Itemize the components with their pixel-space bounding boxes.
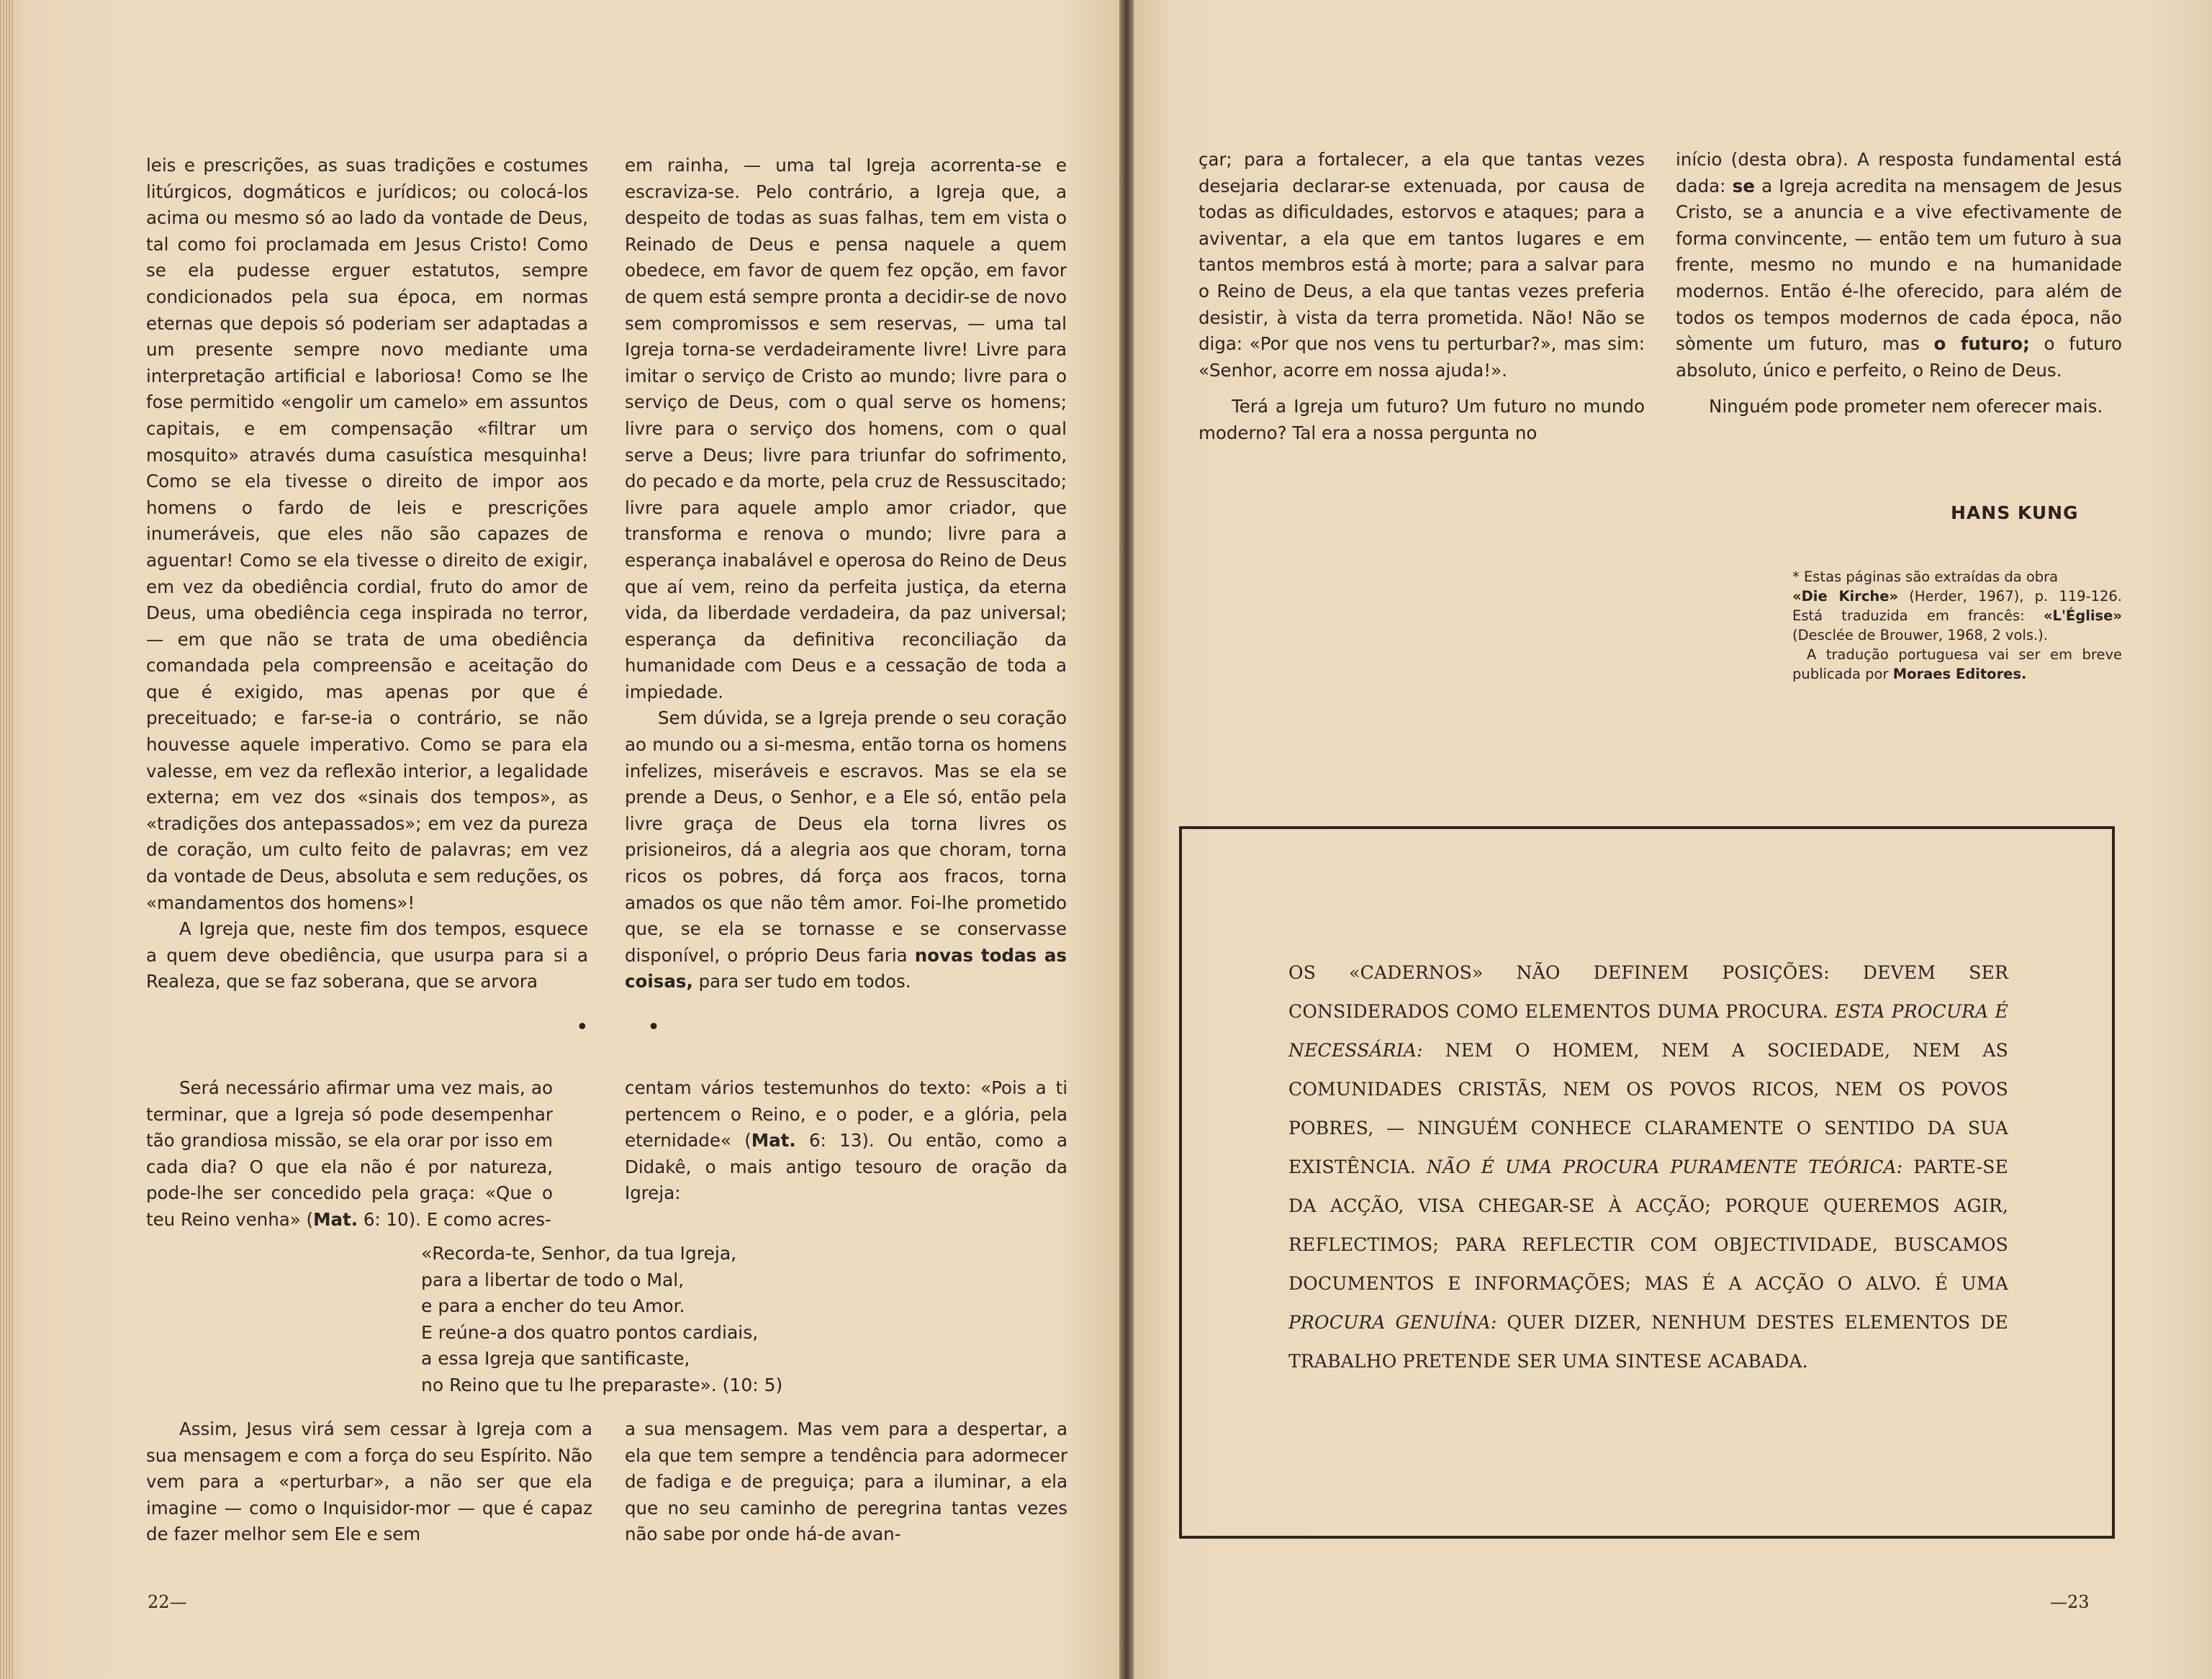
paragraph	[1676, 147, 2122, 384]
text-span: A tradução portuguesa vai ser em breve publicada por	[1792, 646, 2122, 682]
paragraph: leis e prescrições, as suas tradições e costumes litúrgicos, dogmáticos e jurídicos; ou colocá-los acima ou mesmo só ao lado da vontade de Deus, tal como foi proclamada em Jesus Cristo! Como se ela pudesse erguer estatutos, sempre condicionados pela sua época, em normas eternas que depois só poderiam ser adaptadas a um presente sempre novo mediante uma interpretação artificial e laboriosa! Como se lhe fose permitido «engolir um camelo» em assuntos capitais, e em compensação «filtrar um mosquito» através duma casuística mesquinha! Como se ela tivesse o direito de impor aos homens o fardo de leis e prescrições inumeráveis, que eles não são capazes de aguentar! Como se ela tivesse o direito de exigir, em vez da obediência cordial, fruto do amor de Deus, uma obediência cega inspirada no terror, — em que não se trata de uma obediência comandada pela compreensão e aceitação do que é exigido, mas apenas por que é preceituado; e far-se-ia o contrário, se não houvesse aquele imperativo. Como se para ela valesse, em vez da reflexão interior, a legalidade externa; em vez dos «sinais dos tempos», as «tradições dos antepassados»; em vez da pureza de coração, um culto feito de palavras; em vez da vontade de Deus, absoluta e sem reduções, os «mandamentos dos homens»!	[146, 155, 588, 913]
quote-line: no Reino que tu lhe preparaste». (10: 5)	[421, 1374, 783, 1395]
page-edge	[0, 0, 14, 1679]
book-gutter	[1119, 0, 1134, 1679]
bold-title: «Die Kirche»	[1792, 588, 1899, 605]
italic-phrase: PROCURA GENUÍNA:	[1288, 1312, 1497, 1333]
bold-title: «L'Église»	[2043, 607, 2122, 624]
left-col1-bottom	[146, 1416, 592, 1548]
text-span: o futuro absoluto, único e perfeito, o Reino de Deus.	[1676, 333, 2123, 381]
quote-line: E reúne-a dos quatro pontos cardiais,	[421, 1321, 759, 1343]
left-col2-top	[625, 153, 1067, 995]
text-span: Será necessário afirmar uma vez mais, ao terminar, que a Igreja só pode desempenhar tão grandiosa missão, se ela orar por isso em cada dia? O que ela não é por natureza, pode-lhe ser concedido pela graça: «Que o teu Reino venha» (	[146, 1077, 553, 1230]
text-span: início (desta obra). A resposta fundamental está dada:	[1676, 149, 2122, 196]
text-span: OS «CADERNOS» NÃO DEFINEM POSIÇÕES: DEVEM SER CONSIDERADOS COMO ELEMENTOS DUMA PROCURA.	[1288, 962, 2008, 1022]
text-span: PARTE-SE DA ACÇÃO, VISA CHEGAR-SE À ACÇÃO; PORQUE QUEREMOS AGIR, REFLECTIMOS; PARA REFLECTIR COM OBJECTIVIDADE, BUSCAMOS DOCUMENTOS E INFORMAÇÕES; MAS É A ACÇÃO O ALVO. É UMA	[1288, 1157, 2008, 1294]
text-span: 6: 10). E como acres-	[358, 1208, 551, 1230]
bold-word: se	[1732, 175, 1755, 196]
page-number-left: 22—	[148, 1592, 187, 1612]
footnote	[1792, 567, 2122, 684]
paragraph	[146, 1075, 553, 1234]
quote-line: «Recorda-te, Senhor, da tua Igreja,	[421, 1243, 737, 1264]
scripture-ref: Mat.	[751, 1130, 796, 1151]
left-col1-mid	[146, 1075, 553, 1234]
paragraph: a sua mensagem. Mas vem para a despertar, a ela que tem sempre a tendência para adormecer de fadiga e de preguiça; para a iluminar, a ela que no seu caminho de peregrina tantas vezes não sabe por onde há-de avan-	[625, 1418, 1067, 1545]
paragraph: Assim, Jesus virá sem cessar à Igreja com a sua mensagem e com a força do seu Espírito. Não vem para a «perturbar», a não ser que ela imagine — como o Inquisidor-mor — que é capaz de fazer melhor sem Ele e sem	[146, 1418, 592, 1545]
quote-line: a essa Igreja que santificaste,	[421, 1348, 690, 1370]
footnote-line	[1792, 587, 2122, 645]
section-separator: • •	[576, 1015, 686, 1040]
editorial-statement	[1288, 954, 2008, 1381]
text-span: Sem dúvida, se a Igreja prende o seu coração ao mundo ou a si-mesma, então torna os homens infelizes, miseráveis e escravos. Mas se ela se prende a Deus, o Senhor, e a Ele só, então pela livre graça de Deus ela torna livres os prisioneiros, dá a alegria aos que choram, torna ricos os pobres, dá força aos fracos, torna amados os que não têm amor. Foi-lhe prometido que, se ela se tornasse e se conservasse disponível, o próprio Deus faria	[625, 707, 1067, 966]
text-span: 6: 13). Ou então, como a Didakê, o mais antigo tesouro de oração da Igreja:	[625, 1130, 1067, 1204]
left-col2-mid	[625, 1075, 1067, 1207]
bold-word: o futuro;	[1933, 333, 2030, 355]
page-number-right: —23	[2050, 1592, 2090, 1612]
author-signature: HANS KUNG	[1951, 502, 2079, 523]
left-col1-top	[146, 153, 588, 995]
footnote-line: * Estas páginas são extraídas da obra	[1792, 569, 2059, 585]
quote-line: e para a encher do teu Amor.	[421, 1295, 685, 1317]
text-span: centam vários testemunhos do texto: «Pois a ti pertencem o Reino, e o poder, e a glória, pela eternidade« (	[625, 1077, 1067, 1151]
paragraph: Terá a Igreja um futuro? Um futuro no mundo moderno? Tal era a nossa pergunta no	[1198, 396, 1645, 443]
text-span: (Herder, 1967), p. 119-126. Está traduzida em francês:	[1792, 588, 2122, 624]
italic-phrase: NÃO É UMA PROCURA PURAMENTE TEÓRICA:	[1426, 1157, 1903, 1177]
text-span: QUER DIZER, NENHUM DESTES ELEMENTOS DE TRABALHO PRETENDE SER UMA SINTESE ACABADA.	[1288, 1312, 2008, 1372]
italic-phrase: ESTA PROCURA É NECESSÁRIA:	[1288, 1001, 2008, 1061]
text-span: para ser tudo em todos.	[698, 971, 911, 992]
text-span: NEM O HOMEM, NEM A SOCIEDADE, NEM AS COMUNIDADES CRISTÃS, NEM OS POVOS RICOS, NEM OS POVOS POBRES, — NINGUÉM CONHECE CLARAMENTE O SENTIDO DA SUA EXISTÊNCIA.	[1288, 1040, 2008, 1177]
paragraph: em rainha, — uma tal Igreja acorrenta-se e escraviza-se. Pelo contrário, a Igreja que, a despeito de todas as suas falhas, tem em vista o Reinado de Deus e pensa naquele a quem obedece, em favor de quem fez opção, em favor de quem está sempre pronta a decidir-se de novo sem compromissos e sem reservas, — uma tal Igreja torna-se verdadeiramente livre! Livre para imitar o serviço de Cristo ao mundo; livre para o serviço de Deus, com o qual serve os homens; livre para o serviço dos homens, com o qual serve a Deus; livre para triunfar do sofrimento, do pecado e da morte, pela cruz de Ressuscitado; livre para aquele amplo amor criador, que transforma e renova o mundo; livre para a esperança inabalável e operosa do Reino de Deus que aí vem, reino da perfeita justiça, da eterna vida, da liberdade verdadeira, da paz universal; esperança da definitiva reconciliação da humanidade com Deus e a cessação de toda a impiedade.	[625, 155, 1067, 702]
right-col1	[1198, 147, 1645, 447]
scripture-ref: Mat.	[313, 1208, 358, 1230]
paragraph: A Igreja que, neste fim dos tempos, esquece a quem deve obediência, que usurpa para si a Realeza, que se faz soberana, que se arvora	[146, 918, 588, 992]
quote-line: para a libertar de todo o Mal,	[421, 1269, 685, 1290]
text-span: a Igreja acredita na mensagem de Jesus Cristo, se a anuncia e a vive efectivamente de forma convincente, — então tem um futuro à sua frente, mesmo no mundo e na humanidade modernos. Então é-lhe oferecido, para além de todos os tempos modernos de cada época, não sòmente um futuro, mas	[1676, 175, 2122, 355]
paragraph: çar; para a fortalecer, a ela que tantas vezes desejaria declarar-se extenuada, por causa de todas as dificuldades, estorvos e ataques; para a aviventar, a ela que em tantos lugares e em tantos membros está à morte; para a salvar para o Reino de Deus, a ela que tantas vezes preferia desistir, à vista da terra prometida. Não! Não se diga: «Por que nos vens tu perturbar?», mas sim: «Senhor, acorre em nossa ajuda!».	[1198, 149, 1645, 381]
bold-phrase: novas todas as coisas,	[625, 944, 1067, 992]
paragraph	[625, 705, 1067, 995]
publisher-name: Moraes Editores.	[1892, 666, 2027, 682]
footnote-line	[1792, 645, 2122, 684]
left-col2-bottom	[625, 1416, 1067, 1548]
paragraph	[625, 1075, 1067, 1207]
paragraph: Ninguém pode prometer nem oferecer mais.	[1709, 396, 2103, 417]
prayer-quote	[421, 1241, 782, 1399]
right-col2	[1676, 147, 2122, 420]
text-span: (Desclée de Brouwer, 1968, 2 vols.).	[1792, 627, 2048, 643]
